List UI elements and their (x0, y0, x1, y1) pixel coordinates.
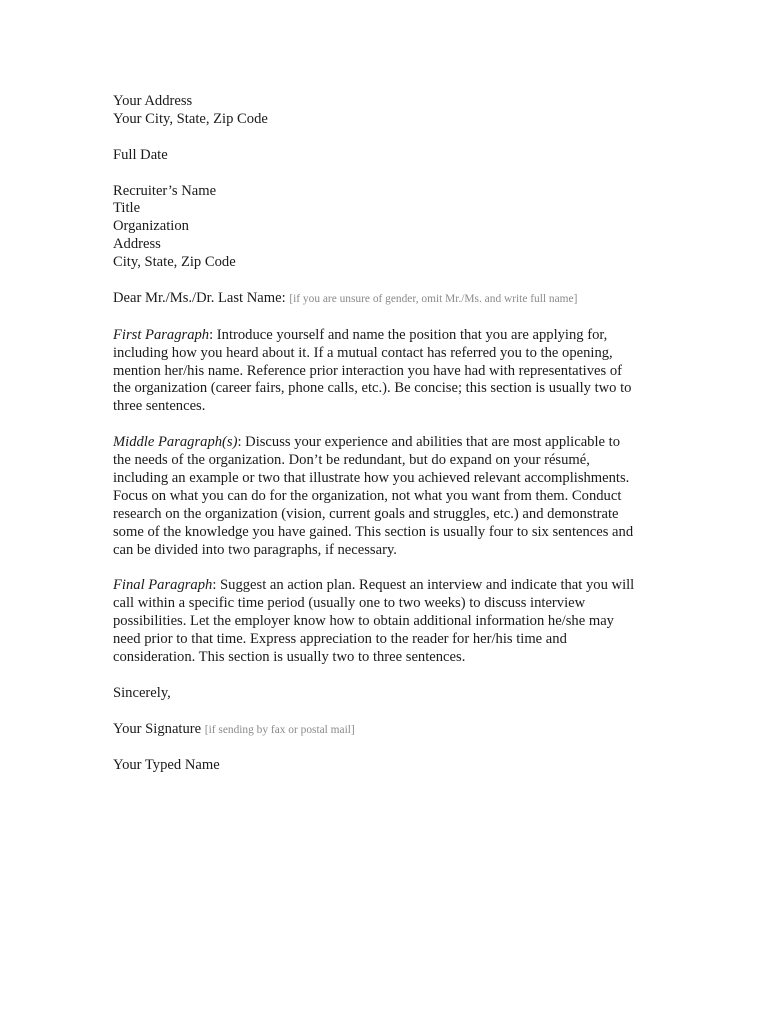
final-paragraph-line: call within a specific time period (usually one to two weeks) to discuss interview (113, 595, 586, 612)
typed-name-block (113, 757, 673, 775)
sender-address: Your Address (113, 93, 193, 109)
recipient-name: Recruiter’s Name (113, 182, 217, 199)
middle-paragraph-line: including an example or two that illustrate how you achieved relevant accomplishments. (113, 469, 630, 486)
recipient-title: Title (113, 200, 141, 217)
final-paragraph-line: consideration. This section is usually two to three sentences. (113, 649, 466, 665)
salutation-note: [if you are unsure of gender, omit Mr./Ms. and write full name] (289, 292, 578, 305)
first-paragraph-lead: First Paragraph (113, 326, 210, 343)
middle-paragraph-lead: Middle Paragraph(s) (113, 434, 238, 451)
final-paragraph-lead: Final Paragraph (113, 577, 213, 594)
sender-city-state-zip: Your City, State, Zip Code (113, 110, 268, 127)
salutation-text: Dear Mr./Ms./Dr. Last Name: (113, 289, 286, 306)
typed-name: Your Typed Name (113, 757, 220, 774)
signature-text: Your Signature (113, 720, 202, 737)
date-block (113, 147, 673, 165)
middle-paragraph-line: : Discuss your experience and abilities that are most applicable to (237, 434, 621, 451)
salutation-block (113, 290, 673, 309)
recipient-block (113, 183, 673, 273)
final-paragraph-line: : Suggest an action plan. Request an interview and indicate that you will (212, 577, 635, 594)
first-paragraph-line: including how you heard about it. If a mutual contact has referred you to the opening, (113, 344, 613, 361)
cover-letter-page (113, 93, 673, 775)
middle-paragraph-line: the needs of the organization. Don’t be redundant, but do expand on your résumé, (113, 452, 590, 469)
final-paragraph (113, 577, 673, 667)
recipient-city-state-zip: City, State, Zip Code (113, 254, 236, 271)
middle-paragraph (113, 434, 673, 559)
final-paragraph-line: need prior to that time. Express appreciation to the reader for her/his time and (113, 631, 567, 648)
first-paragraph-line: the organization (career fairs, phone calls, etc.). Be concise; this section is usually two to (113, 380, 632, 397)
closing-text: Sincerely, (113, 684, 171, 701)
recipient-address: Address (113, 236, 161, 253)
final-paragraph-line: possibilities. Let the employer know how to obtain additional information he/she may (113, 613, 614, 630)
closing-block (113, 685, 673, 703)
middle-paragraph-line: some of the knowledge you have gained. This section is usually four to six sentences and (113, 523, 634, 540)
letter-date: Full Date (113, 146, 168, 163)
middle-paragraph-line: Focus on what you can do for the organization, not what you want from them. Conduct (113, 487, 622, 504)
first-paragraph-line: mention her/his name. Reference prior interaction you have had with representatives of (113, 362, 622, 379)
first-paragraph-line: : Introduce yourself and name the position that you are applying for, (209, 326, 608, 343)
sender-block (113, 93, 673, 129)
first-paragraph-line: three sentences. (113, 398, 206, 415)
middle-paragraph-line: research on the organization (vision, current goals and struggles, etc.) and demonstrate (113, 505, 619, 522)
first-paragraph (113, 327, 673, 417)
signature-note: [if sending by fax or postal mail] (204, 723, 355, 736)
middle-paragraph-line: can be divided into two paragraphs, if necessary. (113, 541, 397, 558)
recipient-organization: Organization (113, 218, 189, 235)
signature-block (113, 721, 673, 740)
